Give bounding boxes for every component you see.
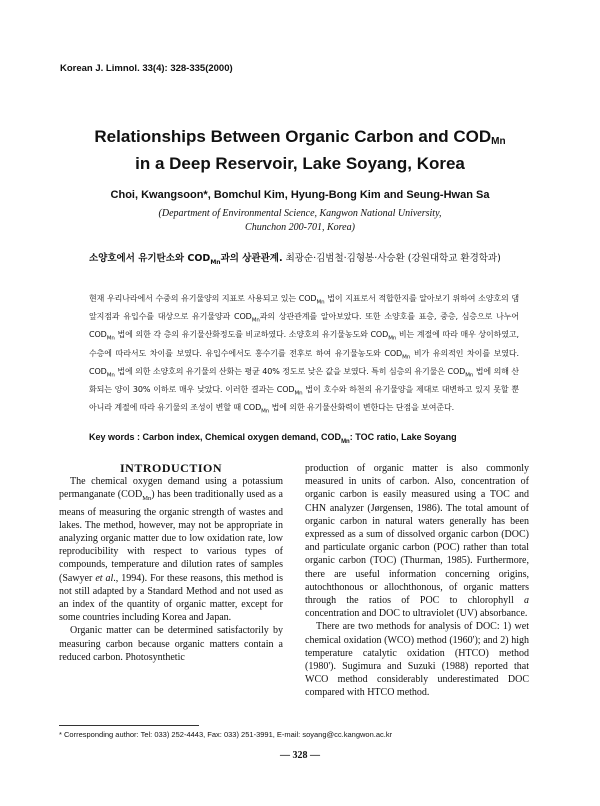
korean-abstract: 현재 우리나라에서 수중의 유기물양의 지표로 사용되고 있는 $COD_{Mn}$ 법이 지표로서 적합한지를 알아보기 위하여 소양호의 댐앞지점과 유입수를 대상으로 유기물양과 $COD_{Mn}$과의 상관관계를 알아보았다. 또한 소양호를 표층, 중층, 심층으로 나누어 $COD_{Mn}$ 법에 의한 각 층의 유기물산화정도를 비교하였다. 소양호의 유기물농도와 $COD_{Mn}$ 비는 계절에 따라 매우 상이하였고, 수층에 따라서도 차이를 보였다. 유입수에서도 홍수기를 전후로 하여 유기물농도와 $COD_{Mn}$ 비가 유의적인 차이를 보였다. $COD_{Mn}$ 법에 의한 소양호의 유기물의 산화는 평균 40% 정도로 낮은 값을 보였다. 특히 심층의 유기물은 $COD_{Mn}$ 법에 의해 산화되는 양이 30% 이하로 매우 낮았다. 이러한 결과는 $COD_{Mn}$ 법이 호수와 하천의 유기물양을 제대로 대변하고 있지 못할 뿐 아니라 계절에 따라 유기물의 조성이 변할 때 $COD_{Mn}$ 법에 의한 유기물산화력이 변한다는 단점을 보여준다. [89,294,520,415]
corresponding-author-footnote: * Corresponding author: Tel: 033) 252-4443, Fax: 033) 251-3991, E-mail: soyang@cc.kangwon.ac.kr [59,730,393,739]
keywords: Key words : Carbon index, Chemical oxygen demand, $COD_{Mn}$: TOC ratio, Lake Soyang [89,432,457,445]
intro-paragraph-2: Organic matter can be determined satisfactorily by measuring carbon because organic matters contain a reduced carbon. Photosynthetic [59,625,283,663]
paper-title [40,126,560,175]
footnote-divider [59,725,199,726]
affiliation: (Department of Environmental Science, Kangwon National University, Chunchon 200-701, Korea) [158,208,442,233]
right-column [305,462,529,700]
intro-paragraph-3: production of organic matter is also commonly measured in units of carbon. Also, concentration of organic carbon is easily measured using a TOC and CHN analyzer (Jørgensen, 1986). The total amount of organic carbon in natural waters generally has been expressed as a sum of dissolved organic carbon (DOC) and particulate organic carbon (POC) rather than total organic carbon (TOC) (Thurman, 1985). Furthermore, there are useful information concerning origins, autochthonous or allochthonous, of organic matters through the ratios of POC to chlorophyll a concentration and DOC to ultraviolet (UV) absorbance. [305,463,529,620]
title-line1: Relationships Between Organic Carbon and $COD_{Mn}$ [94,127,506,147]
korean-title-bold: 소양호에서 유기탄소와 $COD_{Mn}$과의 상관관계. [89,253,283,266]
page-number: — 328 — [280,750,320,761]
intro-paragraph-4: There are two methods for analysis of DOC: 1) wet chemical oxidation (WCO) method (1960'); and 2) high temperature catalytic oxidation (HTCO) method (1980'). Sugimura and Suzuki (1988) reported that WCO method considerably underestimated DOC compared with HTCO method. [305,621,529,699]
korean-title [89,251,519,270]
left-column [59,462,283,664]
intro-paragraph-1: The chemical oxygen demand using a potassium permanganate $(COD_{Mn})$ has been traditionally used as a means of measuring the organic strength of wastes and lakes. The method, however, may not be appropriate in analyzing organic matter due to low oxidation rate, low reproducibility with respect to various types of compounds, temperature and dilution rates of samples (Sawyer et al., 1994). For these reasons, this method is not still adapted by a Standard Method and not used as an index of the quantity of organic matter, except for some countries including Korea and Japan. [59,476,284,624]
title-line2: in a Deep Reservoir, Lake Soyang, Korea [135,154,465,173]
journal-reference: Korean J. Limnol. 33(4): 328-335(2000) [60,63,233,74]
korean-authors: 최광순·김범철·김형봉·사승환 (강원대학교 환경학과) [282,253,501,264]
title-subscript: Mn [491,136,506,147]
section-heading-introduction: INTRODUCTION [119,461,222,475]
author-list: Choi, Kwangsoon*, Bomchul Kim, Hyung-Bong Kim and Seung-Hwan Sa [110,189,490,201]
